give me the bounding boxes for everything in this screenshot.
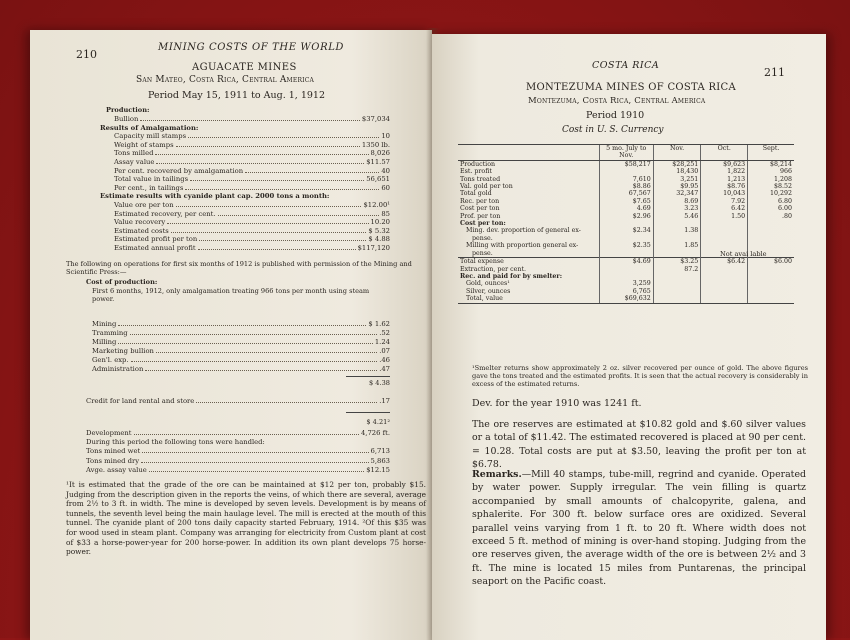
following-text: The following on operations for first six months of 1912 is published with permission of the Mining and Scientific Press:— xyxy=(66,260,412,277)
ledger-label: Per cent. recovered by amalgamation xyxy=(114,166,244,175)
ledger-row xyxy=(86,466,390,474)
cost-heading: Cost of production: xyxy=(86,278,158,286)
table-row xyxy=(458,205,794,212)
table-cell xyxy=(653,273,701,280)
ledger-label: Tons milled xyxy=(114,149,154,158)
left-title: AGUACATE MINES xyxy=(192,62,297,73)
ledger-row xyxy=(114,167,390,175)
ledger-label: Assay value xyxy=(114,158,155,166)
table-cell: 10,043 xyxy=(701,190,748,197)
remarks-label: Remarks. xyxy=(472,469,522,480)
table-cell: 6.42 xyxy=(701,205,748,212)
table-column-header: Nov. xyxy=(653,145,701,161)
dot-leader xyxy=(185,189,379,190)
table-cell: $69,632 xyxy=(599,295,653,303)
table-row-label: Total, value xyxy=(458,295,599,303)
left-location: San Mateo, Costa Rica, Central America xyxy=(136,75,315,85)
table-cell: $2.35 xyxy=(599,242,653,249)
table-corner xyxy=(458,145,599,161)
ledger-label: Administration xyxy=(92,365,144,373)
dot-leader xyxy=(171,232,367,233)
ledger-row xyxy=(114,218,390,226)
table-cell: 10,292 xyxy=(748,190,794,197)
not-available-note: Not avai lable xyxy=(720,250,767,258)
ledger-row xyxy=(114,158,390,166)
table-cell: 6.00 xyxy=(748,205,794,212)
ledger-value: 1350 lb. xyxy=(361,140,390,149)
table-row-label: Milling with proportion general ex- xyxy=(466,242,579,250)
table-row-label: Total expense xyxy=(458,258,599,266)
table-row-label: Silver, ounces xyxy=(466,287,511,295)
ledger-row xyxy=(114,115,390,123)
ledger-row xyxy=(114,175,390,183)
table-row-label: Rec. and paid for by smelter: xyxy=(460,272,563,280)
ledger-value: 56,651 xyxy=(366,175,390,184)
ledger-row xyxy=(86,447,390,455)
table-cell: 6,765 xyxy=(599,288,653,295)
table-row xyxy=(458,168,794,175)
currency-note: Cost in U. S. Currency xyxy=(562,125,664,135)
right-title: MONTEZUMA MINES OF COSTA RICA xyxy=(526,82,737,93)
credit-label: Credit for land rental and store xyxy=(86,397,195,405)
subtotal-rule xyxy=(346,376,390,377)
ledger-label: Estimated annual profit xyxy=(114,244,196,252)
running-head-left: MINING COSTS OF THE WORLD xyxy=(158,42,345,53)
ledger-value: 40 xyxy=(381,166,390,175)
dot-leader xyxy=(149,471,364,472)
ledger-label: Gen'l. exp. xyxy=(92,356,129,364)
table-cell xyxy=(748,295,794,303)
table-row-label: Rec. per ton xyxy=(460,197,500,205)
table-cell: 8.69 xyxy=(653,198,701,205)
table-cell: $9.95 xyxy=(653,183,701,190)
dot-leader xyxy=(199,240,366,241)
ledger-value: $ 1.62 xyxy=(368,320,390,328)
left-page xyxy=(30,30,432,640)
ledger-label: Tons mined dry xyxy=(86,456,140,465)
dot-leader xyxy=(167,223,368,224)
ledger-row xyxy=(100,192,390,200)
dot-leader xyxy=(245,172,379,173)
table-row xyxy=(458,258,794,266)
table-cell xyxy=(653,288,701,295)
table-row xyxy=(458,242,794,249)
table-cell: 3.23 xyxy=(653,205,701,212)
table-row-label: Tons treated xyxy=(460,175,501,183)
ledger-label: Value ore per ton xyxy=(114,201,174,209)
dot-leader xyxy=(176,206,362,207)
table-column-header: Oct. xyxy=(701,145,748,161)
ledger-row xyxy=(114,132,390,140)
table-cell xyxy=(748,266,794,273)
table-cell: $6.00 xyxy=(748,258,794,266)
dot-leader xyxy=(188,137,379,138)
left-footnote: ¹It is estimated that the grade of the ore can be maintained at $12 per ton, probably $15. Judging from the description given in the reports the veins, of which there are several, average from 2½ to 3 ft. in width. The mine is developed by seven levels. Development is by means of tunnels, the seventh level being the main haulage level. The mill is erected at the mouth of this tunnel. The cyanide plant of 200 tons daily capacity started February, 1914. ²Of this $35 was for wood used in steam plant. Company was arranging for electricity from Custom plant at cost of $33 a horse-power-year for 200 horse-power. In addition its own plant develops 75 horse-power. xyxy=(66,480,426,557)
ledger-row xyxy=(92,329,390,337)
ledger-value: .47 xyxy=(379,365,390,373)
table-cell xyxy=(701,295,748,303)
ledger-label: Total value in tailings xyxy=(114,175,189,184)
ledger-label: Marketing bullion xyxy=(92,347,154,355)
ledger-row xyxy=(114,235,390,243)
ledger-row xyxy=(114,184,390,192)
ledger-value: $12.15 xyxy=(366,465,390,474)
production-heading: Production: xyxy=(106,106,150,114)
table-cell xyxy=(701,266,748,273)
credit-value: .17 xyxy=(379,397,390,405)
table-row-label: Total gold xyxy=(460,190,492,198)
credit-row xyxy=(86,397,390,405)
dot-leader xyxy=(130,334,378,335)
table-cell xyxy=(701,235,748,242)
table-cell: 1.85 xyxy=(653,242,701,249)
table-cell xyxy=(748,227,794,234)
table-cell: 3,251 xyxy=(653,176,701,183)
table-cell: 1.38 xyxy=(653,227,701,234)
ledger-label: During this period the following tons were handled: xyxy=(86,438,265,447)
ledger-value: $117,120 xyxy=(357,244,390,252)
table-cell xyxy=(701,273,748,280)
ledger-row xyxy=(86,457,390,465)
table-row-label: Cost per ton: xyxy=(460,220,506,228)
remarks-text: —Mill 40 stamps, tube-mill, regrind and cyanide. Operated by water power. Supply irregular. The vein filling is quartz accompanied by small amounts of chalcopyrite, galena, and sphalerite. For 300 ft. below surface ores are oxidized. Several parallel veins varying from 1 ft. to 20 ft. Where width does not exceed 5 ft. method of mining is over-hand stoping. Judging from the ore reserves given, the average width of the ore is between 2½ and 3 ft. The mine is located 15 miles from Puntarenas, the principal seaport on the Pacific coast. xyxy=(472,469,806,588)
ledger-value: $12.00¹ xyxy=(363,201,390,209)
dot-leader xyxy=(134,434,359,435)
ledger-row xyxy=(92,338,390,346)
table-cell xyxy=(701,288,748,295)
table-row xyxy=(458,213,794,220)
ledger-label: Weight of stamps xyxy=(114,140,174,149)
ledger-value: 60 xyxy=(381,183,390,192)
table-row-label: pense. xyxy=(472,249,493,257)
table-cell: 7.92 xyxy=(701,198,748,205)
table-cell: 1,822 xyxy=(701,168,748,175)
table-cell: $28,251 xyxy=(653,160,701,168)
right-page xyxy=(432,34,826,640)
ledger-label: Tons mined wet xyxy=(86,447,141,456)
table-cell: 7,610 xyxy=(599,176,653,183)
dot-leader xyxy=(218,215,380,216)
ledger-label: Bullion xyxy=(114,115,139,123)
table-cell xyxy=(653,235,701,242)
table-cell xyxy=(701,280,748,287)
right-location: Montezuma, Costa Rica, Central America xyxy=(528,96,706,106)
table-cell xyxy=(748,273,794,280)
table-row-label: Ming. dev. proportion of general ex- xyxy=(466,227,581,235)
table-cell xyxy=(748,235,794,242)
table-cell: 6.80 xyxy=(748,198,794,205)
table-cell xyxy=(701,227,748,234)
running-head-right: COSTA RICA xyxy=(592,60,660,71)
dot-leader xyxy=(176,146,360,147)
table-cell: $4.69 xyxy=(599,258,653,266)
ledger-row xyxy=(114,244,390,252)
ledger-row xyxy=(92,356,390,364)
ledger-value: .46 xyxy=(379,356,390,364)
dot-leader xyxy=(198,249,356,250)
cost-table xyxy=(458,144,794,304)
table-cell xyxy=(599,220,653,227)
ledger-value: $37,034 xyxy=(361,115,390,123)
table-row-label: Production xyxy=(460,160,496,168)
table-cell: 966 xyxy=(748,168,794,175)
dev-line: Dev. for the year 1910 was 1241 ft. xyxy=(472,398,642,409)
reserves-paragraph: The ore reserves are estimated at $10.82 gold and $.60 silver values or a total of $11.42. The estimated recovered is placed at 90 per cent. = 10.28. Total costs are put at $3.50, leaving the profit per ton at $6.78. xyxy=(472,419,806,471)
ledger-value: .52 xyxy=(379,329,390,337)
table-cell: $8.86 xyxy=(599,183,653,190)
ledger-value: 1.24 xyxy=(374,338,390,346)
table-row xyxy=(458,190,794,197)
ledger-value: 10.20 xyxy=(370,218,390,227)
ledger-row xyxy=(114,201,390,209)
ledger-value: $ 4.88 xyxy=(368,235,390,244)
ledger-value: 6,713 xyxy=(370,447,390,456)
ledger-label: Capacity mill stamps xyxy=(114,132,187,141)
table-row xyxy=(458,266,794,273)
table-cell: $9,623 xyxy=(701,160,748,168)
table-cell: $2.96 xyxy=(599,213,653,220)
table-cell xyxy=(701,220,748,227)
ledger-row xyxy=(114,141,390,149)
ledger-label: Avge. assay value xyxy=(86,465,147,474)
table-cell: 1,208 xyxy=(748,176,794,183)
remarks-paragraph xyxy=(472,468,806,589)
table-cell xyxy=(653,220,701,227)
table-cell: 67,567 xyxy=(599,190,653,197)
ledger-value: 8,026 xyxy=(370,149,390,158)
table-row-label: Val. gold per ton xyxy=(460,183,513,191)
ledger-label: Per cent., in tailings xyxy=(114,183,184,192)
ledger-label: Tramming xyxy=(92,329,128,337)
table-row-label: Gold, ounces¹ xyxy=(466,280,510,288)
table-cell xyxy=(653,280,701,287)
table-cell xyxy=(653,250,701,257)
ledger-label: Estimate results with cyanide plant cap. 2000 tons a month: xyxy=(100,192,330,201)
table-row xyxy=(458,160,794,168)
table-cell: $8.52 xyxy=(748,183,794,190)
page-number-left: 210 xyxy=(76,48,97,61)
table-row xyxy=(458,183,794,190)
table-cell: 1,213 xyxy=(701,176,748,183)
dot-leader xyxy=(156,352,377,353)
ledger-row xyxy=(86,438,390,446)
ledger-label: Estimated profit per ton xyxy=(114,235,198,244)
table-row xyxy=(458,176,794,183)
table-cell: $8.76 xyxy=(701,183,748,190)
table-row-label: Est. profit xyxy=(460,168,492,176)
table-cell xyxy=(599,168,653,175)
ledger-value: 10 xyxy=(381,132,390,141)
table-cell xyxy=(748,242,794,249)
ledger-label: Estimated recovery, per cent. xyxy=(114,209,216,218)
table-cell xyxy=(748,280,794,287)
table-row xyxy=(458,288,794,295)
ledger-value: .07 xyxy=(379,347,390,355)
dot-leader xyxy=(155,154,368,155)
dot-leader xyxy=(131,361,378,362)
table-row-label: Cost per ton xyxy=(460,205,500,213)
ledger-value: $ 5.32 xyxy=(368,226,390,235)
table-cell: $7.65 xyxy=(599,198,653,205)
ledger-row xyxy=(86,429,390,437)
ledger-label: Results of Amalgamation: xyxy=(100,123,199,132)
table-cell xyxy=(653,295,701,303)
dot-leader xyxy=(142,452,368,453)
table-row xyxy=(458,280,794,287)
subtotal: $ 4.38 xyxy=(369,379,390,387)
ledger-label: Development xyxy=(86,429,132,437)
table-row-label: pense. xyxy=(472,234,493,242)
table-cell: 18,430 xyxy=(653,168,701,175)
table-cell xyxy=(599,273,653,280)
dot-leader xyxy=(145,370,377,371)
table-cell xyxy=(748,220,794,227)
table-cell: 1.50 xyxy=(701,213,748,220)
ledger-row xyxy=(92,365,390,373)
total: $ 4.21² xyxy=(366,418,390,426)
ledger-row xyxy=(100,124,390,132)
table-column-header: 5 mo. July to Nov. xyxy=(599,145,653,161)
ledger-value: 85 xyxy=(381,209,390,218)
ledger-row xyxy=(114,227,390,235)
ledger-label: Mining xyxy=(92,320,117,328)
table-cell: $6.42 xyxy=(701,258,748,266)
page-number-right: 211 xyxy=(764,66,785,79)
table-header-row xyxy=(458,145,794,161)
table-cell xyxy=(599,250,653,257)
table-row xyxy=(458,198,794,205)
table-cell: 5.46 xyxy=(653,213,701,220)
left-period: Period May 15, 1911 to Aug. 1, 1912 xyxy=(148,90,326,101)
right-period: Period 1910 xyxy=(586,110,645,121)
right-footnote: ¹Smelter returns show approximately 2 oz. silver recovered per ounce of gold. The above figures gave the tons treated and the estimated profits. It is seen that the actual recovery is considerably in excess of the estimated returns. xyxy=(472,364,808,389)
ledger-value: $11.57 xyxy=(366,158,390,166)
dot-leader xyxy=(190,180,364,181)
ledger-row xyxy=(114,149,390,157)
table-column-header: Sept. xyxy=(748,145,794,161)
table-cell xyxy=(599,266,653,273)
ledger-label: Value recovery xyxy=(114,218,166,227)
ledger-label: Milling xyxy=(92,338,117,346)
dot-leader xyxy=(141,462,368,463)
ledger-row xyxy=(92,320,390,328)
table-cell: 4.69 xyxy=(599,205,653,212)
ledger-value: 4,726 ft. xyxy=(360,429,390,437)
ledger-label: Estimated costs xyxy=(114,226,169,235)
ledger-row xyxy=(92,347,390,355)
cost-note: First 6 months, 1912, only amalgamation treating 966 tons per month using steam power. xyxy=(92,287,370,304)
dot-leader xyxy=(118,325,366,326)
table-cell: $2.34 xyxy=(599,227,653,234)
table-cell: $3.25 xyxy=(653,258,701,266)
ledger-value: 5,863 xyxy=(370,456,390,465)
ledger-row xyxy=(114,210,390,218)
dot-leader xyxy=(118,343,372,344)
table-cell: 32,347 xyxy=(653,190,701,197)
table-cell: $8,214 xyxy=(748,160,794,168)
dot-leader xyxy=(196,402,377,403)
table-row xyxy=(458,220,794,227)
table-row-label: Prof. per ton xyxy=(460,212,501,220)
dot-leader xyxy=(156,163,364,164)
table-cell: $58,217 xyxy=(599,160,653,168)
table-cell xyxy=(748,288,794,295)
table-cell xyxy=(701,242,748,249)
table-cell: .80 xyxy=(748,213,794,220)
table-row xyxy=(458,227,794,234)
dot-leader xyxy=(140,120,360,121)
table-row xyxy=(458,273,794,280)
table-row xyxy=(458,295,794,303)
table-row-label: Extraction, per cent. xyxy=(460,265,526,273)
table-cell: 3,259 xyxy=(599,280,653,287)
table-cell: 87.2 xyxy=(653,266,701,273)
total-rule xyxy=(346,412,390,413)
table-cell xyxy=(599,235,653,242)
table-row xyxy=(458,235,794,242)
